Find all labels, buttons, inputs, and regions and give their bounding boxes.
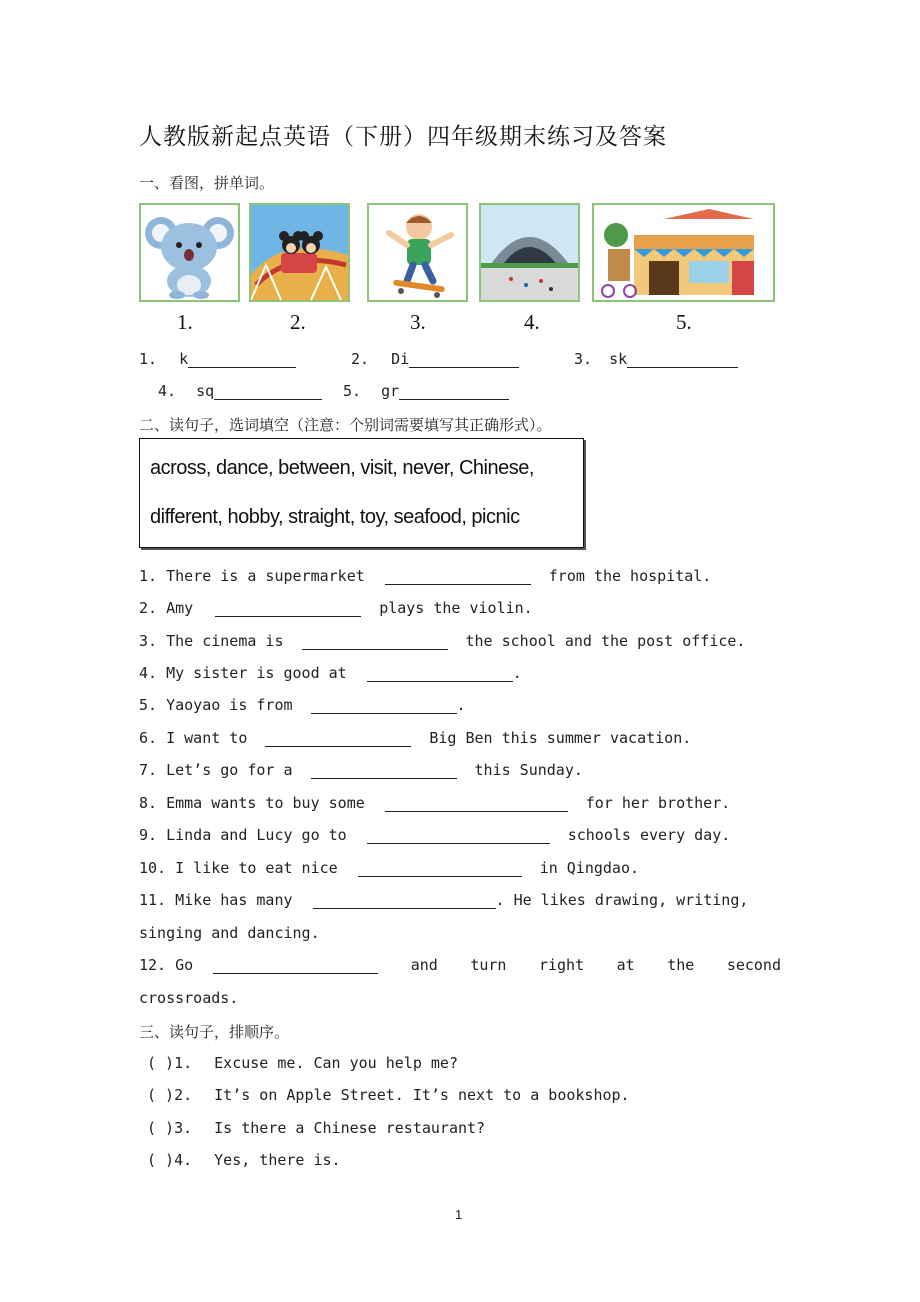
- fill-in-sentence: 7. Let’s go for a this Sunday.: [139, 761, 583, 779]
- answer-blank[interactable]: [409, 351, 519, 368]
- picture-number: 2.: [290, 310, 306, 334]
- answer-blank[interactable]: [385, 795, 568, 812]
- spelling-item: 4. sq: [158, 382, 322, 400]
- sentence-continuation: crossroads.: [139, 989, 239, 1007]
- answer-blank[interactable]: [311, 762, 457, 779]
- theme-park-icon: [251, 205, 348, 300]
- fill-in-sentence: 6. I want to Big Ben this summer vacation.: [139, 729, 692, 747]
- answer-blank[interactable]: [213, 957, 378, 974]
- koala-icon: [141, 205, 238, 300]
- sentence-continuation: singing and dancing.: [139, 924, 320, 942]
- word-bank: [139, 438, 584, 548]
- skateboarding-boy-icon: [369, 205, 466, 300]
- answer-blank[interactable]: [385, 568, 531, 585]
- ordering-item: ( )3. Is there a Chinese restaurant?: [147, 1119, 486, 1137]
- picture-koala: [139, 203, 240, 302]
- answer-blank[interactable]: [214, 383, 322, 400]
- fill-in-sentence: 3. The cinema is the school and the post office.: [139, 632, 746, 650]
- fill-in-sentence: 1. There is a supermarket from the hospital.: [139, 567, 712, 585]
- picture-number: 4.: [524, 310, 540, 334]
- fill-in-sentence: 12. Go and turn right at the second: [139, 956, 781, 974]
- word-bank-line: different, hobby, straight, toy, seafood, picnic: [150, 506, 520, 528]
- picture-number: 3.: [410, 310, 426, 334]
- answer-blank[interactable]: [302, 633, 448, 650]
- answer-blank[interactable]: [311, 697, 457, 714]
- fill-in-sentence: 2. Amy plays the violin.: [139, 599, 533, 617]
- fill-in-sentence: 4. My sister is good at .: [139, 664, 522, 682]
- picture-number: 1.: [177, 310, 193, 334]
- picture-theme-park: [249, 203, 350, 302]
- fill-in-sentence: 8. Emma wants to buy some for her brother.: [139, 794, 731, 812]
- spelling-item: 2. Di: [351, 350, 519, 368]
- order-answer-bracket[interactable]: ( ): [147, 1054, 175, 1072]
- fill-in-sentence: 5. Yaoyao is from .: [139, 696, 466, 714]
- ordering-item: ( )1. Excuse me. Can you help me?: [147, 1054, 458, 1072]
- ordering-item: ( )2. It’s on Apple Street. It’s next to a bookshop.: [147, 1086, 630, 1104]
- answer-blank[interactable]: [367, 827, 550, 844]
- picture-number: 5.: [676, 310, 692, 334]
- spelling-item: 1. k: [139, 350, 296, 368]
- picture-grocery-shop: [592, 203, 775, 302]
- answer-blank[interactable]: [188, 351, 296, 368]
- ordering-item: ( )4. Yes, there is.: [147, 1151, 341, 1169]
- answer-blank[interactable]: [358, 860, 522, 877]
- answer-blank[interactable]: [313, 892, 496, 909]
- section1-heading: 一、看图，拼单词。: [139, 174, 275, 192]
- answer-blank[interactable]: [399, 383, 509, 400]
- grocery-shop-icon: [594, 205, 773, 300]
- order-answer-bracket[interactable]: ( ): [147, 1151, 175, 1169]
- picture-square: [479, 203, 580, 302]
- word-bank-line: across, dance, between, visit, never, Chinese,: [150, 457, 534, 479]
- order-answer-bracket[interactable]: ( ): [147, 1086, 175, 1104]
- section2-heading: 二、读句子，选词填空（注意：个别词需要填写其正确形式）。: [139, 416, 552, 434]
- section3-heading: 三、读句子，排顺序。: [139, 1023, 290, 1041]
- page-title: 人教版新起点英语（下册）四年级期末练习及答案: [139, 124, 667, 150]
- spelling-item: 3. sk: [574, 350, 738, 368]
- page-number: 1: [455, 1207, 463, 1222]
- answer-blank[interactable]: [367, 665, 513, 682]
- answer-blank[interactable]: [265, 730, 411, 747]
- order-answer-bracket[interactable]: ( ): [147, 1119, 175, 1137]
- spelling-item: 5. gr: [343, 382, 509, 400]
- fill-in-sentence: 9. Linda and Lucy go to schools every day.: [139, 826, 731, 844]
- fill-in-sentence: 11. Mike has many . He likes drawing, writing,: [139, 891, 749, 909]
- answer-blank[interactable]: [627, 351, 738, 368]
- square-icon: [481, 205, 578, 300]
- picture-skateboarding-boy: [367, 203, 468, 302]
- answer-blank[interactable]: [215, 600, 361, 617]
- fill-in-sentence: 10. I like to eat nice in Qingdao.: [139, 859, 640, 877]
